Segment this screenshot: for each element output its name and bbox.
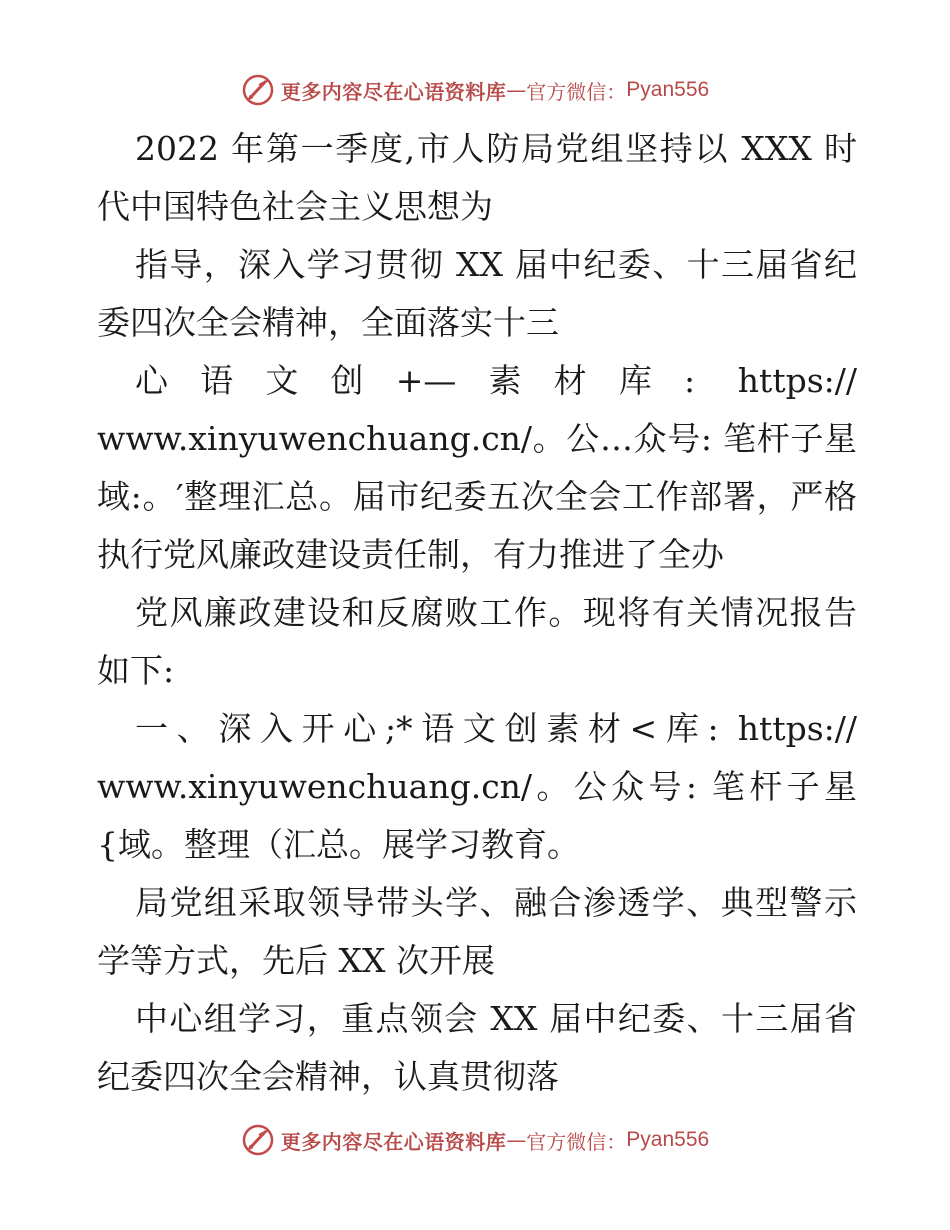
paragraph-7: 中心组学习，重点领会 XX 届中纪委、十三届省纪委四次全会精神，认真贯彻落 (97, 999, 857, 1096)
watermark-account: Pyan556 (626, 1128, 710, 1151)
paragraph-5: 一、深入开心;*语文创素材<库: https:// www.xinyuwenchuang.cn/。公众号: 笔杆子星{域。整理（汇总。展学习教育。 (97, 709, 857, 864)
paragraph-3: 心语文创+—素材库: https:// www.xinyuwenchuang.cn/。公…众号: 笔杆子星域:。′整理汇总。届市纪委五次全会工作部署，严格执行党风廉政建设责任制，有力推进了全办 (97, 361, 857, 574)
watermark-separator: — (506, 78, 527, 102)
paragraph-4: 党风廉政建设和反腐败工作。现将有关情况报告如下: (97, 593, 857, 690)
paragraph-6: 局党组采取领导带头学、融合渗透学、典型警示学等方式，先后 XX 次开展 (97, 883, 857, 980)
watermark-separator: — (506, 1128, 527, 1152)
watermark-channel: 官方微信： (526, 1129, 627, 1154)
watermark-brand: 更多内容尽在心语资料库 (280, 1129, 507, 1154)
quill-logo-icon (241, 73, 275, 107)
watermark-brand: 更多内容尽在心语资料库 (280, 79, 507, 104)
quill-logo-icon (241, 1123, 275, 1157)
watermark-account: Pyan556 (626, 78, 710, 101)
footer-watermark (0, 1120, 950, 1160)
document-body (97, 120, 857, 1106)
header-watermark (0, 70, 950, 110)
paragraph-1: 2022 年第一季度,市人防局党组坚持以 XXX 时代中国特色社会主义思想为 (97, 129, 857, 226)
paragraph-2: 指导，深入学习贯彻 XX 届中纪委、十三届省纪委四次全会精神，全面落实十三 (97, 245, 857, 342)
watermark-channel: 官方微信： (526, 79, 627, 104)
